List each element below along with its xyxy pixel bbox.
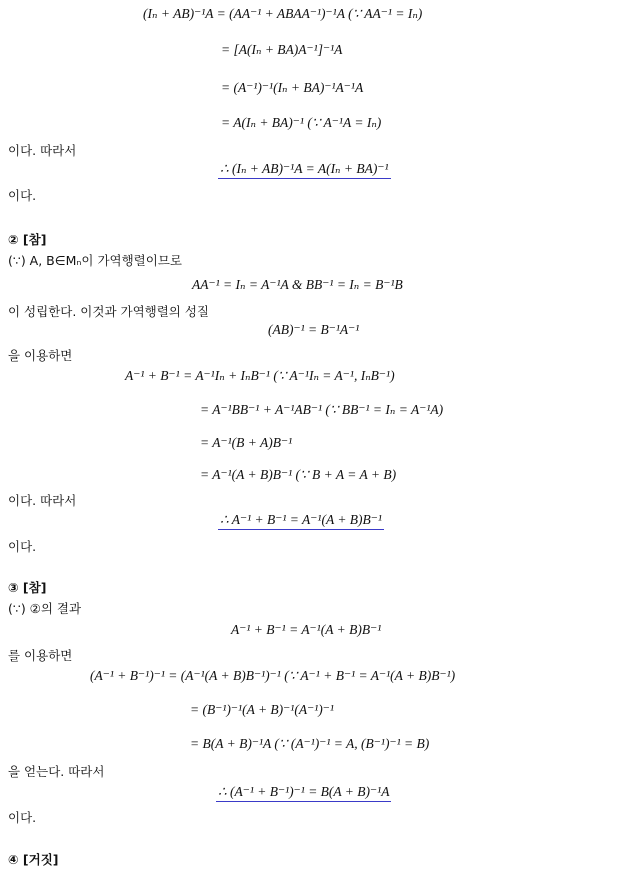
equation-line: = [A(Iₙ + BA)A⁻¹]⁻¹A (221, 42, 343, 57)
result-equation: ∴ (Iₙ + AB)⁻¹A = A(Iₙ + BA)⁻¹ (218, 161, 391, 179)
equation-line: AA⁻¹ = Iₙ = A⁻¹A & BB⁻¹ = Iₙ = B⁻¹B (192, 277, 403, 292)
equation-line: = B(A + B)⁻¹A (∵ (A⁻¹)⁻¹ = A, (B⁻¹)⁻¹ = B) (190, 736, 430, 751)
premise-text: (∵) A, B∈Mₙ이 가역행렬이므로 (8, 253, 182, 268)
result-equation: ∴ A⁻¹ + B⁻¹ = A⁻¹(A + B)B⁻¹ (218, 512, 384, 530)
equation-line: = A⁻¹BB⁻¹ + A⁻¹AB⁻¹ (∵ BB⁻¹ = Iₙ = A⁻¹A) (200, 402, 444, 417)
section-heading: ③ [참] (8, 580, 47, 595)
equation-line: (Iₙ + AB)⁻¹A = (AA⁻¹ + ABAA⁻¹)⁻¹A (∵ AA⁻¹ = Iₙ) (143, 6, 423, 21)
body-text: 을 이용하면 (8, 348, 73, 363)
body-text: 이다. 따라서 (8, 143, 77, 158)
equation-line: = (A⁻¹)⁻¹(Iₙ + BA)⁻¹A⁻¹A (221, 80, 364, 95)
body-text: 이다. (8, 188, 37, 203)
body-text: 이다. (8, 810, 37, 825)
body-text: 이다. (8, 539, 37, 554)
equation-line: = A(Iₙ + BA)⁻¹ (∵ A⁻¹A = Iₙ) (221, 115, 382, 130)
equation-line: = A⁻¹(B + A)B⁻¹ (200, 435, 293, 450)
equation-line: (A⁻¹ + B⁻¹)⁻¹ = (A⁻¹(A + B)B⁻¹)⁻¹ (∵ A⁻¹ + B⁻¹ = A⁻¹(A + B)B⁻¹) (90, 668, 456, 683)
equation-line: A⁻¹ + B⁻¹ = A⁻¹Iₙ + IₙB⁻¹ (∵ A⁻¹Iₙ = A⁻¹, IₙB⁻¹) (125, 368, 395, 383)
section-heading: ④ [거짓] (8, 852, 59, 867)
equation-line: (AB)⁻¹ = B⁻¹A⁻¹ (268, 322, 360, 337)
body-text: 를 이용하면 (8, 648, 73, 663)
equation-line: A⁻¹ + B⁻¹ = A⁻¹(A + B)B⁻¹ (231, 622, 382, 637)
premise-text: (∵) ②의 결과 (8, 601, 82, 616)
result-equation: ∴ (A⁻¹ + B⁻¹)⁻¹ = B(A + B)⁻¹A (216, 784, 391, 802)
equation-line: = A⁻¹(A + B)B⁻¹ (∵ B + A = A + B) (200, 467, 397, 482)
body-text: 이다. 따라서 (8, 493, 77, 508)
body-text: 을 얻는다. 따라서 (8, 764, 105, 779)
section-heading: ② [참] (8, 232, 47, 247)
equation-line: = (B⁻¹)⁻¹(A + B)⁻¹(A⁻¹)⁻¹ (190, 702, 334, 717)
body-text: 이 성립한다. 이것과 가역행렬의 성질 (8, 304, 209, 319)
